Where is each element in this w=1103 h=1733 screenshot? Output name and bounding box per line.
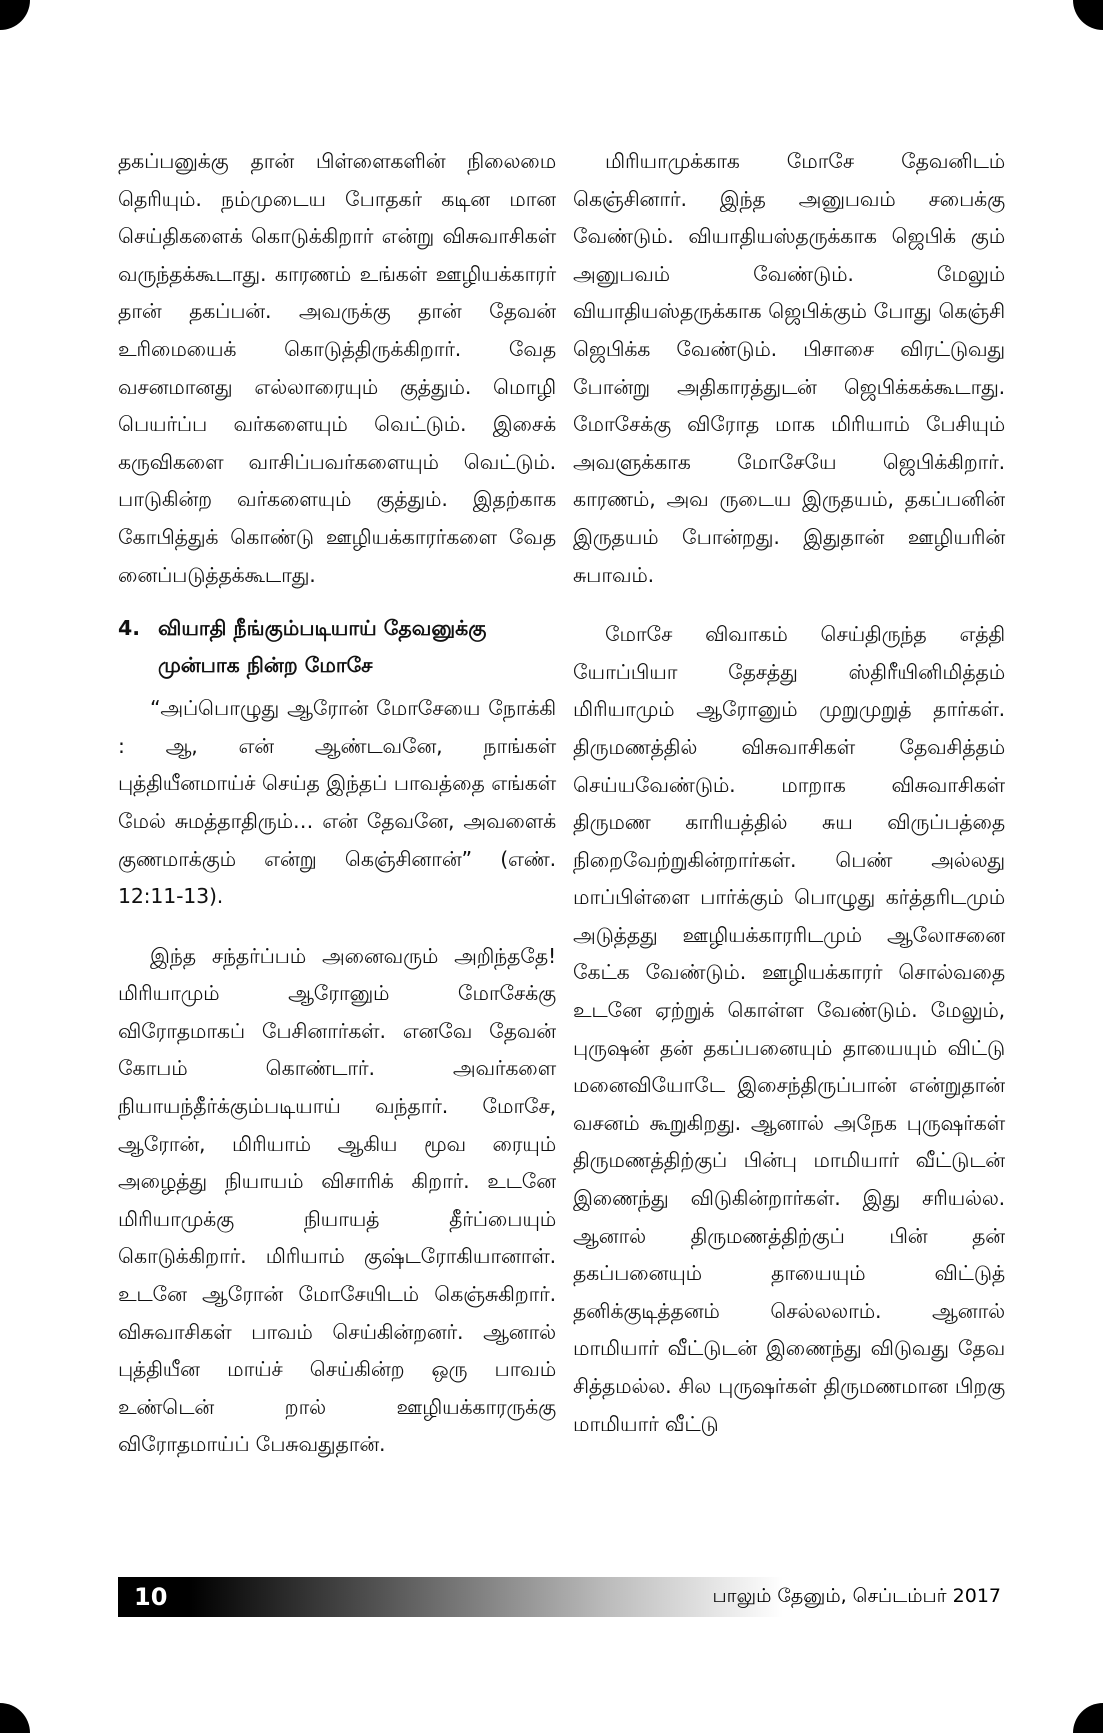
right-paragraph-1: மிரியாமுக்காக மோசே தேவனிடம் கெஞ்சினார். இந்த அனுபவம் சபைக்கு வேண்டும். வியாதியஸ்தருக்காக ஜெபிக் கும் அனுபவம் வேண்டும். மேலும் வியாதியஸ்தருக்காக ஜெபிக்கும் போது கெஞ்சி ஜெபிக்க வேண்டும். பிசாசை விரட்டுவது போன்று அதிகாரத்துடன் ஜெபிக்கக்கூடாது. மோசேக்கு விரோத மாக மிரியாம் பேசியும் அவளுக்காக மோசேயே ஜெபிக்கிறார். காரணம், அவ ருடைய இருதயம், தகப்பனின் இருதயம் போன்றது. இதுதான் ஊழியரின் சுபாவம். bbox=[573, 149, 1005, 587]
right-paragraph-2: மோசே விவாகம் செய்திருந்த எத்தி யோப்பியா தேசத்து ஸ்திரீயினிமித்தம் மிரியாமும் ஆரோனும் முறுமுறுத் தார்கள். திருமணத்தில் விசுவாசிகள் தேவசித்தம் செய்யவேண்டும். மாறாக விசுவாசிகள் திருமண காரியத்தில் சுய விருப்பத்தை நிறைவேற்றுகின்றார்கள். பெண் அல்லது மாப்பிள்ளை பார்க்கும் பொழுது கர்த்தரிடமும் அடுத்தது ஊழியக்காரரிடமும் ஆலோசனை கேட்க வேண்டும். ஊழியக்காரர் சொல்வதை உடனே ஏற்றுக் கொள்ள வேண்டும். மேலும், புருஷன் தன் தகப்பனையும் தாயையும் விட்டு மனைவியோடே இசைந்திருப்பான் என்றுதான் வசனம் கூறுகிறது. ஆனால் அநேக புருஷர்கள் திருமணத்திற்குப் பின்பு மாமியார் வீட்டுடன் இணைந்து விடுகின்றார்கள். இது சரியல்ல. ஆனால் திருமணத்திற்குப் பின் தன் தகப்பனையும் தாயையும் விட்டுத் தனிக்குடித்தனம் செல்லலாம். ஆனால் மாமியார் வீட்டுடன் இணைந்து விடுவது தேவ சித்தமல்ல. சில புருஷர்கள் திருமணமான பிறகு மாமியார் வீட்டு bbox=[573, 622, 1005, 1436]
publication-title: பாலும் தேனும், செப்டம்பர் 2017 bbox=[712, 1584, 1001, 1607]
page-footer bbox=[118, 1577, 1005, 1617]
scripture-quote: “அப்பொழுது ஆரோன் மோசேயை நோக்கி : ஆ, என் ஆண்டவனே, நாங்கள் புத்தியீனமாய்ச் செய்த இந்தப் பாவத்தை எங்கள் மேல் சுமத்தாதிரும்… என் தேவனே, அவளைக் குணமாக்கும் என்று கெஞ்சினான்” (எண். 12:11-13). bbox=[118, 696, 556, 909]
corner-mark-bottom-left bbox=[0, 1703, 30, 1733]
left-paragraph-1: தகப்பனுக்கு தான் பிள்ளைகளின் நிலைமை தெரியும். நம்முடைய போதகர் கடின மான செய்திகளைக் கொடுக்கிறார் என்று விசுவாசிகள் வருந்தக்கூடாது. காரணம் உங்கள் ஊழியக்காரர் தான் தகப்பன். அவருக்கு தான் தேவன் உரிமையைக் கொடுத்திருக்கிறார். வேத வசனமானது எல்லாரையும் குத்தும். மொழி பெயர்ப்ப வர்களையும் வெட்டும். இசைக் கருவிகளை வாசிப்பவர்களையும் வெட்டும். பாடுகின்ற வர்களையும் குத்தும். இதற்காக கோபித்துக் கொண்டு ஊழியக்காரர்களை வேத னைப்படுத்தக்கூடாது. bbox=[118, 149, 556, 587]
corner-mark-top-left bbox=[0, 0, 30, 30]
section-title: வியாதி நீங்கும்படியாய் தேவனுக்கு முன்பாக நின்ற மோசே bbox=[158, 616, 487, 678]
left-paragraph-3: இந்த சந்தர்ப்பம் அனைவரும் அறிந்ததே! மிரியாமும் ஆரோனும் மோசேக்கு விரோதமாகப் பேசினார்கள். எனவே தேவன் கோபம் கொண்டார். அவர்களை நியாயந்தீர்க்கும்படியாய் வந்தார். மோசே, ஆரோன், மிரியாம் ஆகிய மூவ ரையும் அழைத்து நியாயம் விசாரிக் கிறார். உடனே மிரியாமுக்கு நியாயத் தீர்ப்பையும் கொடுக்கிறார். மிரியாம் குஷ்டரோகியானாள். உடனே ஆரோன் மோசேயிடம் கெஞ்சுகிறார். விசுவாசிகள் பாவம் செய்கின்றனர். ஆனால் புத்தியீன மாய்ச் செய்கின்ற ஒரு பாவம் உண்டென் றால் ஊழியக்காரருக்கு விரோதமாய்ப் பேசுவதுதான். bbox=[118, 943, 556, 1457]
corner-mark-top-right bbox=[1073, 0, 1103, 30]
corner-mark-bottom-right bbox=[1073, 1703, 1103, 1733]
left-column bbox=[118, 143, 556, 1464]
right-column bbox=[573, 143, 1005, 1443]
section-number: 4. bbox=[118, 616, 141, 641]
section-heading bbox=[118, 610, 556, 684]
page-number: 10 bbox=[134, 1583, 168, 1611]
